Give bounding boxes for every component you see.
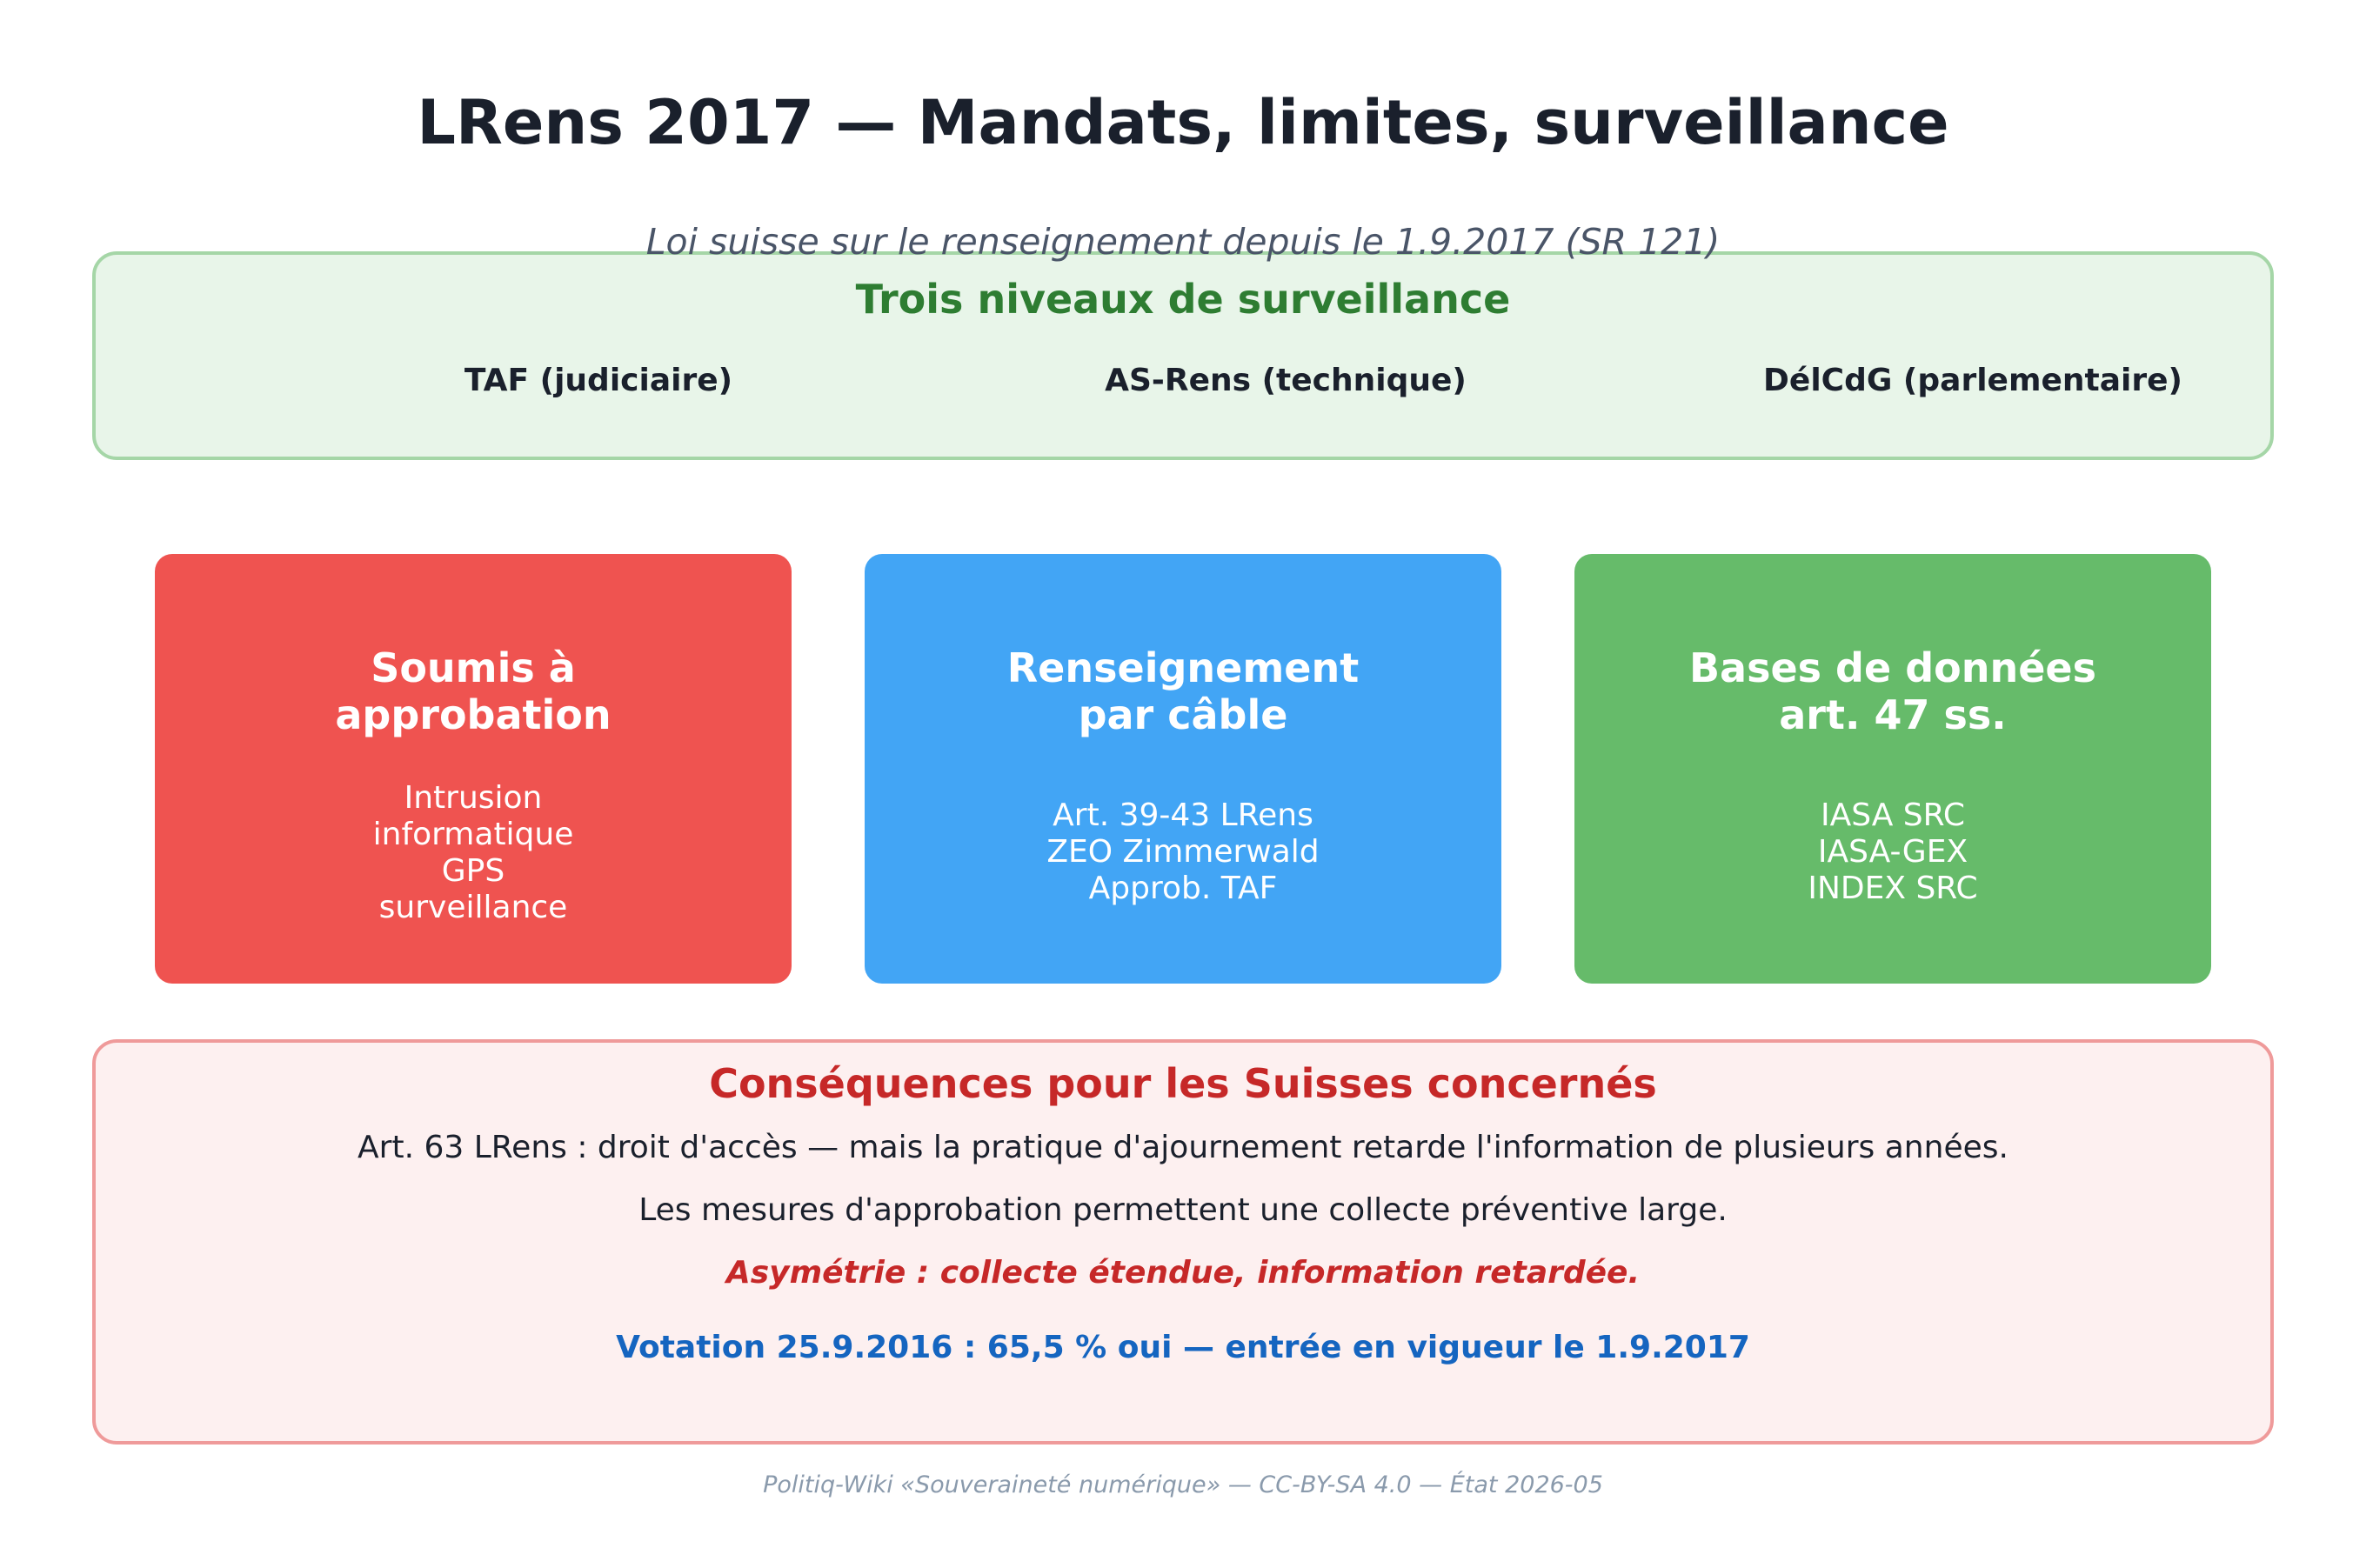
card-body-line: GPS bbox=[441, 853, 505, 889]
card-body-line: informatique bbox=[372, 817, 574, 852]
card-title bbox=[1574, 644, 2211, 738]
card-body-line: IASA-GEX bbox=[1817, 834, 1968, 870]
card-title bbox=[155, 644, 792, 738]
consequences-line-approval: Les mesures d'approbation permettent une collecte préventive large. bbox=[638, 1192, 1728, 1228]
card-databases bbox=[1574, 554, 2211, 984]
card-body-line: IASA SRC bbox=[1820, 797, 1966, 833]
card-body-line: INDEX SRC bbox=[1808, 871, 1978, 906]
page-subtitle: Loi suisse sur le renseignement depuis le 1.9.2017 (SR 121) bbox=[645, 221, 1721, 263]
level-taf: TAF (judiciaire) bbox=[464, 363, 733, 398]
footer-credit: Politiq-Wiki «Souveraineté numérique» — CC-BY-SA 4.0 — État 2026-05 bbox=[763, 1471, 1603, 1498]
card-title-line: art. 47 ss. bbox=[1779, 691, 2007, 738]
surveillance-levels-box bbox=[92, 251, 2274, 460]
level-delcdg: DélCdG (parlementaire) bbox=[1763, 363, 2182, 398]
card-body bbox=[865, 797, 1501, 907]
level-as-rens: AS-Rens (technique) bbox=[1105, 363, 1467, 398]
card-body-line: surveillance bbox=[378, 890, 568, 925]
card-title-line: approbation bbox=[335, 691, 612, 738]
card-body-line: Art. 39-43 LRens bbox=[1053, 797, 1313, 833]
card-title-line: Soumis à bbox=[371, 644, 576, 691]
card-body-line: Intrusion bbox=[404, 780, 543, 816]
consequences-line-access: Art. 63 LRens : droit d'accès — mais la pratique d'ajournement retarde l'information de plusieurs années. bbox=[358, 1130, 2008, 1165]
card-title-line: Bases de données bbox=[1688, 644, 2097, 691]
consequences-asymmetry: Asymétrie : collecte étendue, information retardée. bbox=[725, 1255, 1641, 1291]
card-title-line: Renseignement bbox=[1006, 644, 1360, 691]
page-title: LRens 2017 — Mandats, limites, surveillance bbox=[417, 87, 1949, 158]
card-title-line: par câble bbox=[1078, 691, 1288, 738]
levels-title: Trois niveaux de surveillance bbox=[855, 276, 1511, 323]
consequences-title: Conséquences pour les Suisses concernés bbox=[709, 1060, 1657, 1107]
consequences-box bbox=[92, 1039, 2274, 1445]
card-approval-measures bbox=[155, 554, 792, 984]
card-body bbox=[1574, 797, 2211, 907]
card-body-line: ZEO Zimmerwald bbox=[1046, 834, 1320, 870]
card-cable-intelligence bbox=[865, 554, 1501, 984]
consequences-vote: Votation 25.9.2016 : 65,5 % oui — entrée en vigueur le 1.9.2017 bbox=[616, 1330, 1750, 1365]
card-body-line: Approb. TAF bbox=[1088, 871, 1278, 906]
card-body bbox=[155, 780, 792, 926]
card-title bbox=[865, 644, 1501, 738]
